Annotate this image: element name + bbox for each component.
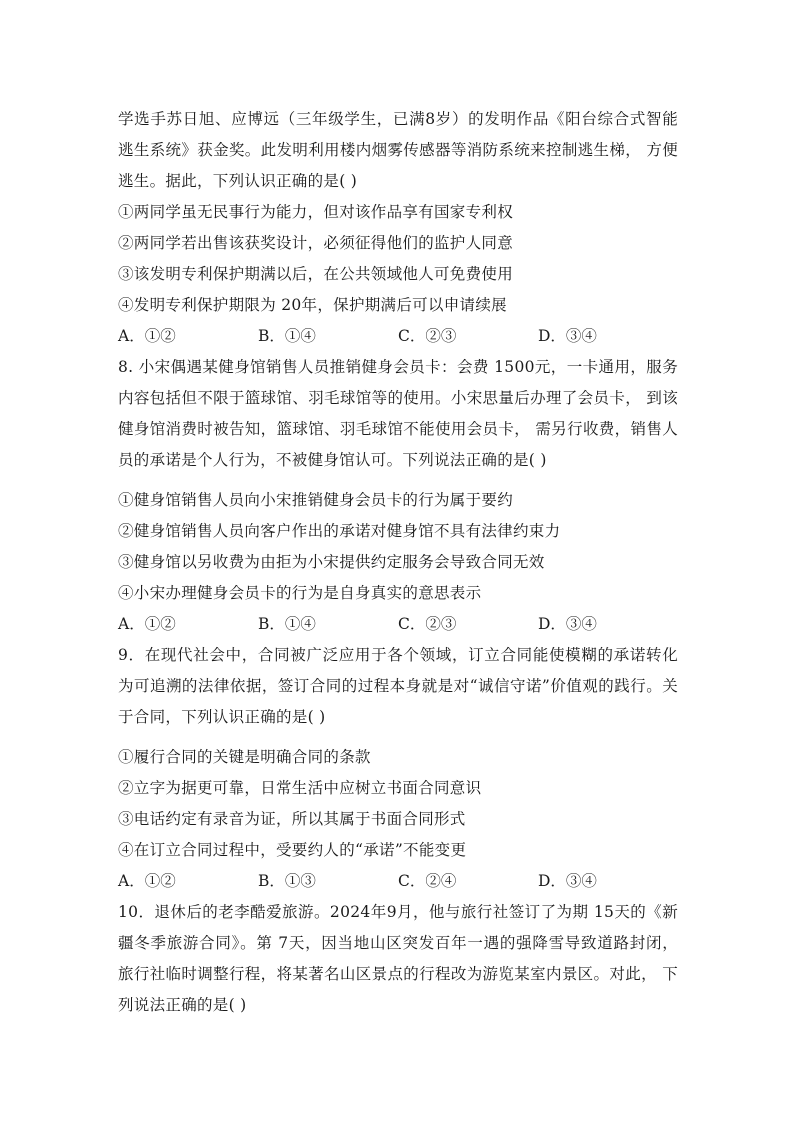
choice-b[interactable]: B．①④ bbox=[258, 615, 316, 633]
choice-d[interactable]: D．③④ bbox=[538, 327, 597, 345]
choice-a[interactable]: A．①② bbox=[118, 327, 176, 345]
question-9-statement-4: ④在订立合同过程中，受要约人的“承诺”不能变更 bbox=[118, 841, 467, 859]
choice-c[interactable]: C．②③ bbox=[398, 615, 457, 633]
question-8-statement-1: ①健身馆销售人员向小宋推销健身会员卡的行为属于要约 bbox=[118, 491, 514, 509]
question-10 bbox=[118, 897, 678, 1021]
question-9-statement-3: ③电话约定有录音为证，所以其属于书面合同形式 bbox=[118, 810, 466, 828]
question-7-statement-2: ②两同学若出售该获奖设计，必须征得他们的监护人同意 bbox=[118, 234, 514, 252]
question-8-choices bbox=[118, 609, 678, 640]
question-7-stem-line: 学选手苏日旭、应博远（三年级学生，已满8岁）的发明作品《阳台综合式智能 bbox=[118, 110, 678, 128]
question-8-stem-line: 内容包括但不限于篮球馆、羽毛球馆等的使用。小宋思量后办理了会员卡， 到该 bbox=[118, 389, 678, 407]
question-9-stem-line: 于合同，下列认识正确的是( ) bbox=[118, 708, 326, 726]
question-8 bbox=[118, 352, 678, 640]
question-7-statement-3: ③该发明专利保护期满以后，在公共领域他人可免费使用 bbox=[118, 265, 514, 283]
question-10-stem-line: 旅行社临时调整行程，将某著名山区景点的行程改为游览某室内景区。对此， 下 bbox=[118, 965, 678, 983]
choice-b[interactable]: B．①④ bbox=[258, 327, 316, 345]
choice-a[interactable]: A．①② bbox=[118, 615, 176, 633]
question-8-stem-line: 健身馆消费时被告知，篮球馆、羽毛球馆不能使用会员卡， 需另行收费，销售人 bbox=[118, 420, 678, 438]
question-10-stem-line: 10．退休后的老李酷爱旅游。2024年9月，他与旅行社签订了为期 15天的《新 bbox=[118, 903, 678, 921]
question-7 bbox=[118, 104, 678, 352]
exam-content bbox=[118, 104, 678, 1021]
question-8-stem-line: 8. 小宋偶遇某健身馆销售人员推销健身会员卡：会费 1500元，一卡通用，服务 bbox=[118, 358, 678, 376]
choice-d[interactable]: D．③④ bbox=[538, 615, 597, 633]
question-8-statement-4: ④小宋办理健身会员卡的行为是自身真实的意思表示 bbox=[118, 584, 482, 602]
choice-c[interactable]: C．②④ bbox=[398, 872, 457, 890]
question-7-stem-line: 逃生系统》获金奖。此发明利用楼内烟雾传感器等消防系统来控制逃生梯， 方便 bbox=[118, 141, 678, 159]
choice-b[interactable]: B．①③ bbox=[258, 872, 316, 890]
choice-d[interactable]: D．③④ bbox=[538, 872, 597, 890]
question-9-statement-1: ①履行合同的关键是明确合同的条款 bbox=[118, 748, 371, 766]
question-9-stem-line: 9．在现代社会中，合同被广泛应用于各个领域，订立合同能使模糊的承诺转化 bbox=[118, 646, 678, 664]
question-9 bbox=[118, 640, 678, 897]
question-7-stem-line: 逃生。据此，下列认识正确的是( ) bbox=[118, 172, 358, 190]
choice-c[interactable]: C．②③ bbox=[398, 327, 457, 345]
question-10-stem-line: 疆冬季旅游合同》。第 7天，因当地山区突发百年一遇的强降雪导致道路封闭， bbox=[118, 934, 678, 952]
question-10-stem-line: 列说法正确的是( ) bbox=[118, 996, 247, 1014]
choice-a[interactable]: A．①② bbox=[118, 872, 176, 890]
question-7-statement-1: ①两同学虽无民事行为能力，但对该作品享有国家专利权 bbox=[118, 203, 514, 221]
question-8-statement-3: ③健身馆以另收费为由拒为小宋提供约定服务会导致合同无效 bbox=[118, 553, 545, 571]
question-8-stem-line: 员的承诺是个人行为，不被健身馆认可。下列说法正确的是( ) bbox=[118, 451, 547, 469]
question-8-statement-2: ②健身馆销售人员向客户作出的承诺对健身馆不具有法律约束力 bbox=[118, 522, 561, 540]
question-9-choices bbox=[118, 866, 678, 897]
question-9-statement-2: ②立字为据更可靠，日常生活中应树立书面合同意识 bbox=[118, 779, 482, 797]
question-9-stem-line: 为可追溯的法律依据，签订合同的过程本身就是对“诚信守诺”价值观的践行。关 bbox=[118, 677, 678, 695]
question-7-statement-4: ④发明专利保护期限为 20年，保护期满后可以申请续展 bbox=[118, 296, 507, 314]
question-7-choices bbox=[118, 321, 678, 352]
